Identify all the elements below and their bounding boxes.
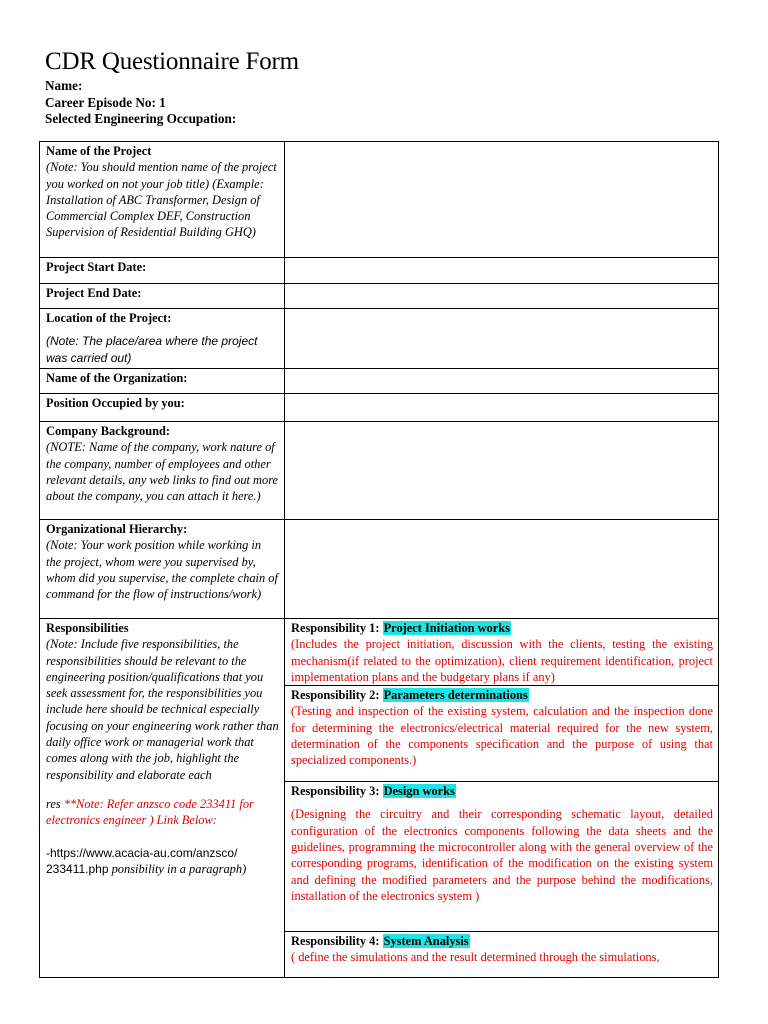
responsibilities-label: Responsibilities xyxy=(46,621,129,635)
table-row xyxy=(40,284,719,309)
responsibility-4-title: System Analysis xyxy=(383,934,469,949)
table-row xyxy=(40,369,719,394)
hierarchy-cell xyxy=(40,520,285,619)
career-episode-label: Career Episode No: 1 xyxy=(45,94,166,110)
table-row xyxy=(40,309,719,369)
responsibility-1-heading xyxy=(291,620,713,636)
company-background-answer-field[interactable] xyxy=(285,422,719,520)
questionnaire-table xyxy=(39,141,719,978)
table-row xyxy=(40,394,719,422)
table-row xyxy=(40,422,719,520)
responsibility-3-cell xyxy=(285,782,719,932)
responsibilities-note: (Note: Include five responsibilities, the responsibilities should be relevant to the engineering position/qualifications that you seek assessment for, the responsibilities you include here should be technical especially focusing on your engineering work rather than daily office work or managerial work that comes along with the job, highlight the responsibility and elaborate each xyxy=(46,637,279,782)
responsibility-1-title: Project Initiation works xyxy=(383,621,511,635)
location-answer-field[interactable] xyxy=(285,309,719,369)
responsibility-2-title: Parameters determinations xyxy=(383,688,528,703)
table-row xyxy=(40,258,719,284)
company-background-note: (NOTE: Name of the company, work nature of the company, number of employees and other relevant details, any web links to find out more about the company, you can attach it here.) xyxy=(46,440,279,504)
name-field-label: Name: xyxy=(45,78,83,93)
responsibility-1-label: Responsibility 1: xyxy=(291,621,380,635)
form-header-fields xyxy=(45,78,236,128)
end-date-answer-field[interactable] xyxy=(285,284,719,309)
hierarchy-answer-field[interactable] xyxy=(285,520,719,619)
responsibility-2-body: (Testing and inspection of the existing system, calculation and the inspection done for determining the electronics/electrical material required for the new system, determination of the components specification and the purpose of using that specialized components.) xyxy=(291,704,713,768)
responsibility-3-body: (Designing the circuitry and their corresponding schematic layout, detailed configuration of the electronics components following the data sheets and the guidelines, programming the microcontroller along with the general overview of the corresponding programs, identification of the modification on the existing system and defining the modified parameters and the purpose behind the modifications, installation of the electronics system ) xyxy=(291,807,713,903)
responsibility-3-title: Design works xyxy=(383,784,455,799)
responsibility-2-cell xyxy=(285,686,719,782)
spacer xyxy=(46,783,279,796)
organization-label: Name of the Organization: xyxy=(46,371,188,385)
responsibility-4-body: ( define the simulations and the result determined through the simulations, xyxy=(291,950,660,965)
start-date-cell xyxy=(40,258,285,284)
project-name-answer-field[interactable] xyxy=(285,142,719,258)
hierarchy-note: (Note: Your work position while working in the project, whom were you supervised by, whom did you supervise, the complete chain of command for the flow of instructions/work) xyxy=(46,538,278,602)
table-row xyxy=(40,520,719,619)
end-date-cell xyxy=(40,284,285,309)
spacer xyxy=(291,799,713,806)
company-background-cell xyxy=(40,422,285,520)
location-note: (Note: The place/area where the project was carried out) xyxy=(46,334,258,365)
position-label: Position Occupied by you: xyxy=(46,396,185,410)
hierarchy-label: Organizational Hierarchy: xyxy=(46,522,188,536)
position-cell xyxy=(40,394,285,422)
anzsco-link-line xyxy=(46,845,279,878)
anzsco-link-page[interactable]: 233411.php xyxy=(46,861,109,876)
company-background-label: Company Background: xyxy=(46,424,171,438)
anzsco-link[interactable]: -https://www.acacia-au.com/anzsco/ xyxy=(46,845,238,860)
project-name-note: (Note: You should mention name of the project you worked on not your job title) (Example: Installation of ABC Transformer, Design of Commercial Complex DEF, Construction Supervision of Residential Building GHQ) xyxy=(46,160,277,240)
res-prefix: res xyxy=(46,796,64,811)
organization-answer-field[interactable] xyxy=(285,369,719,394)
form-title: CDR Questionnaire Form xyxy=(45,48,299,75)
location-label: Location of the Project: xyxy=(46,311,172,325)
responsibility-4-label: Responsibility 4: xyxy=(291,934,380,949)
responsibility-1-body: (Includes the project initiation, discussion with the clients, testing the existing mechanism(if related to the optimization), client requirement identification, project implementation plans and the budgetary plans if any) xyxy=(291,637,713,684)
table-row xyxy=(40,619,719,686)
anzsco-red-note: **Note: Refer anzsco code 233411 for electronics engineer ) Link Below: xyxy=(46,796,254,828)
anzsco-note xyxy=(46,796,279,829)
location-cell xyxy=(40,309,285,369)
responsibility-4-cell xyxy=(285,932,719,978)
responsibilities-note-tail: ponsibility in a paragraph) xyxy=(108,861,247,876)
responsibility-1-cell xyxy=(285,619,719,686)
project-name-label: Name of the Project xyxy=(46,144,152,158)
start-date-label: Project Start Date: xyxy=(46,260,147,274)
responsibility-3-heading xyxy=(291,783,713,799)
project-name-cell xyxy=(40,142,285,258)
organization-cell xyxy=(40,369,285,394)
responsibility-2-heading xyxy=(291,687,713,703)
position-answer-field[interactable] xyxy=(285,394,719,422)
table-row xyxy=(40,142,719,258)
responsibility-4-heading xyxy=(291,933,713,949)
responsibility-2-label: Responsibility 2: xyxy=(291,688,380,703)
responsibility-3-label: Responsibility 3: xyxy=(291,784,380,799)
end-date-label: Project End Date: xyxy=(46,286,142,300)
occupation-field-label: Selected Engineering Occupation: xyxy=(45,111,237,126)
responsibilities-cell xyxy=(40,619,285,978)
start-date-answer-field[interactable] xyxy=(285,258,719,284)
